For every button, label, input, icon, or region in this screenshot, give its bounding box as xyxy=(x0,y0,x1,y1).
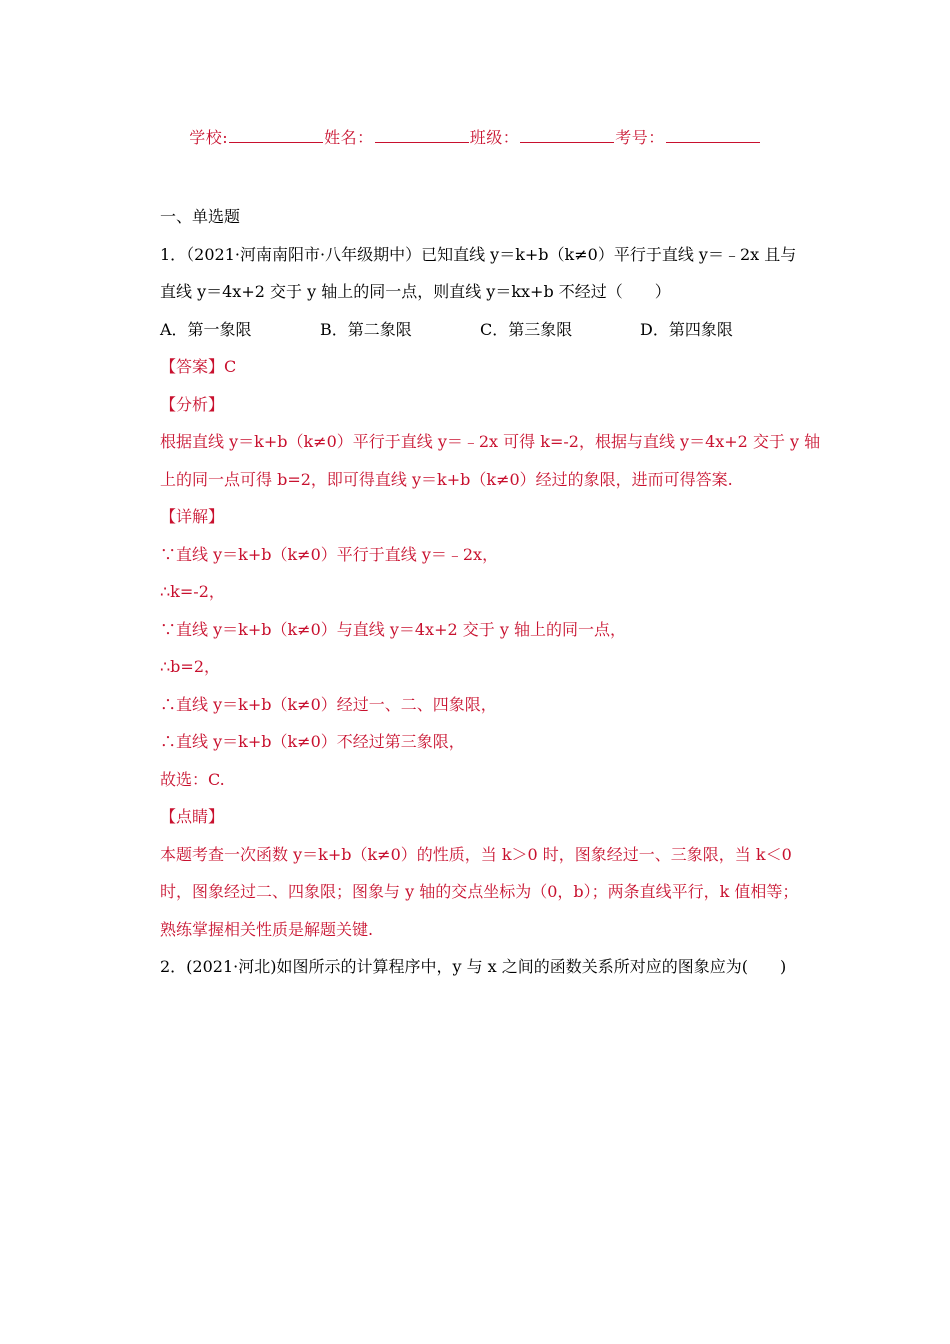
q1-comment-line-2: 时，图象经过二、四象限；图象与 y 轴的交点坐标为（0，b）；两条直线平行，k 值相等； xyxy=(160,882,799,901)
name-label: 姓名： xyxy=(324,128,374,147)
exam-number-label: 考号： xyxy=(615,128,665,147)
q1-option-a: A．第一象限 xyxy=(160,319,252,339)
q1-option-c: C．第三象限 xyxy=(480,319,573,339)
q1-stem-line-1: 1．（2021·河南南阳市·八年级期中）已知直线 y＝k+b（k≠0）平行于直线 y＝﹣2x 且与 xyxy=(160,244,797,264)
q1-detail-step-4: ∴b=2， xyxy=(160,657,221,676)
q1-detail-step-1: ∵直线 y＝k+b（k≠0）平行于直线 y＝﹣2x， xyxy=(160,544,499,564)
q1-analysis-label: 【分析】 xyxy=(160,394,225,414)
student-info-header xyxy=(0,125,950,148)
q2-stem-line-1: 2．(2021·河北)如图所示的计算程序中，y 与 x 之间的函数关系所对应的图象应为( ) xyxy=(160,957,787,976)
section-title: 一、单选题 xyxy=(160,207,241,226)
school-label: 学校: xyxy=(189,128,229,147)
q1-option-d: D．第四象限 xyxy=(640,319,733,339)
q1-option-b: B．第二象限 xyxy=(320,319,412,339)
q1-stem-line-2: 直线 y＝4x+2 交于 y 轴上的同一点，则直线 y＝kx+b 不经过（ ） xyxy=(160,282,671,301)
q1-analysis-line-1: 根据直线 y＝k+b（k≠0）平行于直线 y＝﹣2x 可得 k=-2，根据与直线 y＝4x+2 交于 y 轴 xyxy=(160,432,821,451)
q1-detail-step-5: ∴直线 y＝k+b（k≠0）经过一、二、四象限， xyxy=(160,694,497,714)
q1-comment-label: 【点睛】 xyxy=(160,807,225,826)
q1-detail-step-3: ∵直线 y＝k+b（k≠0）与直线 y＝4x+2 交于 y 轴上的同一点， xyxy=(160,619,626,639)
q1-options xyxy=(160,311,800,349)
q1-detail-step-6: ∴直线 y＝k+b（k≠0）不经过第三象限， xyxy=(160,732,465,751)
q1-answer: 【答案】C xyxy=(160,357,237,376)
class-label: 班级： xyxy=(469,128,520,147)
q1-analysis-line-2: 上的同一点可得 b=2，即可得直线 y＝k+b（k≠0）经过的象限，进而可得答案. xyxy=(160,469,733,489)
exam-number-blank[interactable] xyxy=(666,128,760,143)
q1-comment-line-1: 本题考查一次函数 y＝k+b（k≠0）的性质，当 k＞0 时，图象经过一、三象限，当 k＜0 xyxy=(160,844,792,864)
class-blank[interactable] xyxy=(520,128,614,143)
q1-detail-step-2: ∴k=-2， xyxy=(160,582,225,601)
name-blank[interactable] xyxy=(375,128,469,143)
q1-comment-line-3: 熟练掌握相关性质是解题关键. xyxy=(160,919,374,939)
question-content xyxy=(160,198,821,986)
q1-detail-label: 【详解】 xyxy=(160,507,225,526)
q1-detail-step-7: 故选：C. xyxy=(160,769,225,789)
school-blank[interactable] xyxy=(229,128,323,143)
